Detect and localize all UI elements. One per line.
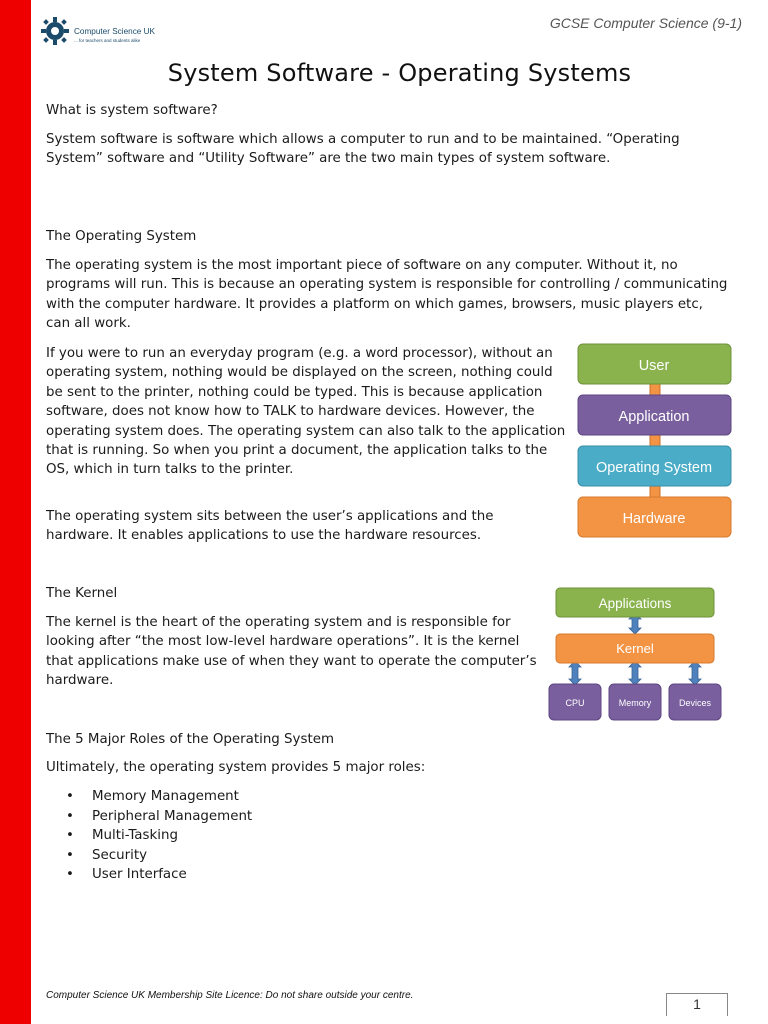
list-item: • Peripheral Management bbox=[46, 807, 252, 827]
list-item: • User Interface bbox=[46, 865, 252, 885]
layer-label-hardware: Hardware bbox=[622, 511, 686, 527]
layer-label-operating-system: Operating System bbox=[595, 460, 713, 476]
layer-label-user: User bbox=[638, 358, 670, 374]
logo-gear-icon bbox=[38, 16, 72, 46]
system-software-paragraph: System software is software which allows a computer to run and to be maintained. “Operating System” software and “Utility Software” are the two main types of system software. bbox=[46, 132, 680, 167]
devices-label: Devices bbox=[678, 698, 712, 708]
kernel-paragraph: The kernel is the heart of the operating system and is responsible for looking after “the most low-level hardware operations”. It is the kernel that applications make use of when they want to operate the computer’s hardware. bbox=[46, 615, 537, 689]
course-title: GCSE Computer Science (9-1) bbox=[549, 15, 742, 31]
layer-label-application: Application bbox=[618, 409, 690, 425]
page-title: System Software - Operating Systems bbox=[167, 59, 632, 87]
operating-system-paragraph-1: The operating system is the most important piece of software on any computer. Without it, no programs will run. This is because an operating system is responsible for controlling / communicating with the computer hardware. It provides a platform on which games, browsers, music players etc, can all work. bbox=[46, 258, 728, 332]
cpu-label: CPU bbox=[565, 698, 585, 708]
operating-system-paragraph-3: The operating system sits between the user’s applications and the hardware. It enables applications to use the hardware resources. bbox=[46, 509, 494, 544]
double-arrow-icon bbox=[689, 661, 701, 685]
footer-licence: Computer Science UK Membership Site Licence: Do not share outside your centre. bbox=[46, 990, 414, 1001]
kernel-label: Kernel bbox=[616, 641, 654, 656]
logo-tagline: ... for teachers and students alike bbox=[74, 38, 141, 43]
computer-science-uk-logo bbox=[38, 16, 158, 48]
major-roles-intro: Ultimately, the operating system provides 5 major roles: bbox=[46, 760, 426, 775]
memory-label: Memory bbox=[618, 698, 652, 708]
list-item: • Security bbox=[46, 846, 252, 866]
red-margin-bar bbox=[0, 0, 31, 1024]
kernel-diagram bbox=[547, 586, 725, 724]
kernel-heading: The Kernel bbox=[46, 586, 118, 601]
logo-name: Computer Science UK bbox=[74, 27, 155, 36]
system-software-question: What is system software? bbox=[46, 103, 218, 118]
applications-label: Applications bbox=[598, 596, 672, 611]
double-arrow-icon bbox=[569, 661, 581, 685]
major-roles-heading: The 5 Major Roles of the Operating System bbox=[46, 732, 334, 747]
os-layer-diagram bbox=[577, 343, 733, 539]
operating-system-heading: The Operating System bbox=[46, 229, 197, 244]
list-item: • Multi-Tasking bbox=[46, 826, 252, 846]
list-item: • Memory Management bbox=[46, 787, 252, 807]
operating-system-paragraph-2: If you were to run an everyday program (e.g. a word processor), without an operating system, nothing would be displayed on the screen, nothing could be sent to the printer, nothing could be typed. This is because application software, does not know how to TALK to hardware devices. However, the operating system does. The operating system can also talk to the application that is running. So when you print a document, the application talks to the OS, which in turn talks to the printer. bbox=[46, 346, 566, 478]
major-roles-list bbox=[46, 787, 252, 885]
double-arrow-icon bbox=[629, 661, 641, 685]
page-number: 1 bbox=[666, 993, 728, 1016]
